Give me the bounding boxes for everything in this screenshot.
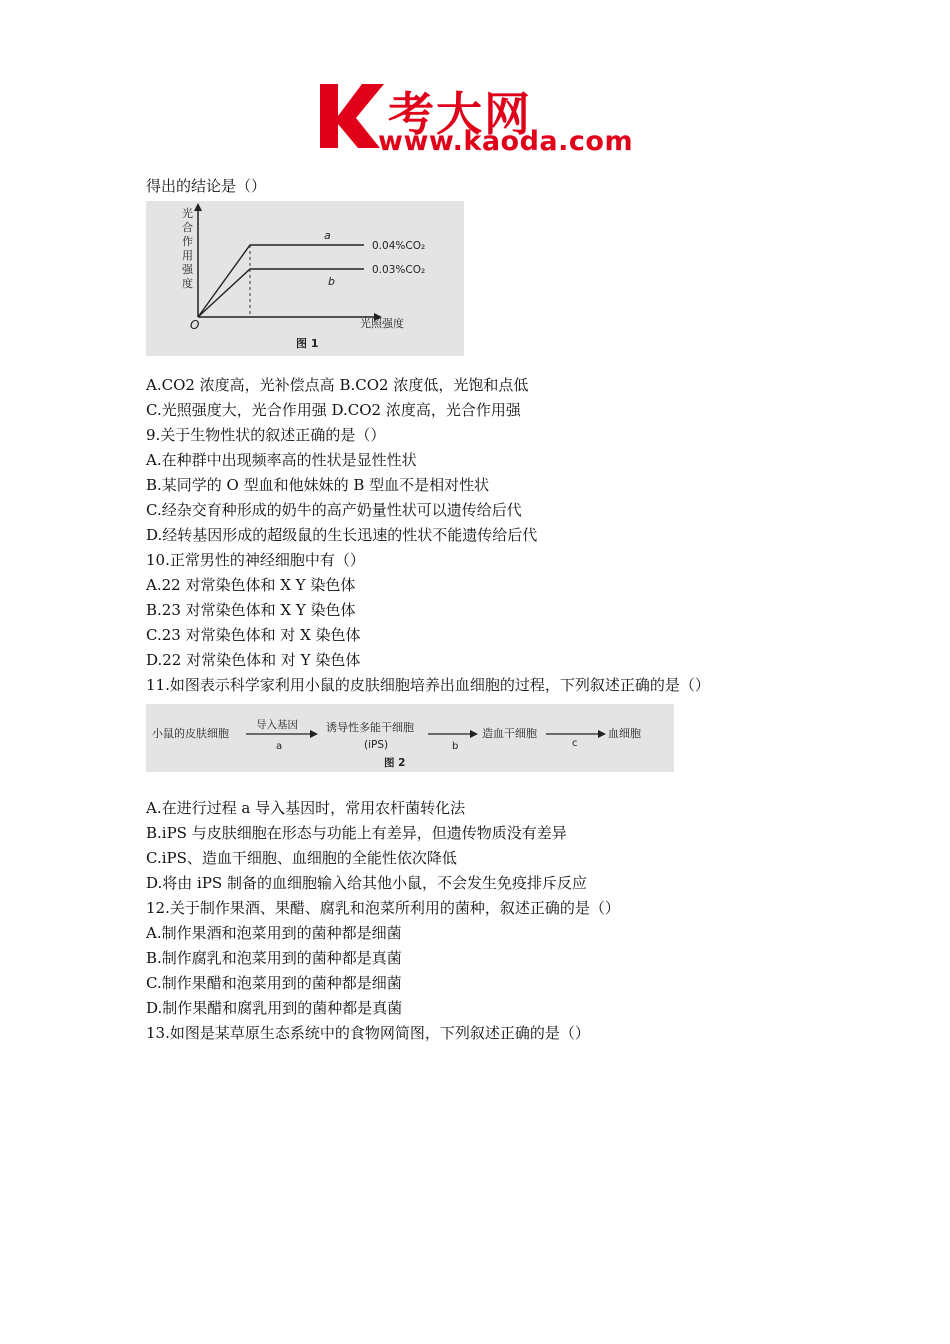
node-skin-cell: 小鼠的皮肤细胞 bbox=[152, 727, 229, 740]
figure-2-diagram bbox=[146, 704, 674, 772]
figure-1-chart bbox=[146, 201, 464, 356]
y-label-2: 合 bbox=[182, 221, 193, 234]
q9-option-c: C.经杂交育种形成的奶牛的高产奶量性状可以遗传给后代 bbox=[146, 501, 522, 519]
q11-option-b: B.iPS 与皮肤细胞在形态与功能上有差异，但遗传物质没有差异 bbox=[146, 824, 567, 842]
y-label-1: 光 bbox=[182, 207, 193, 220]
q10-option-a: A.22 对常染色体和 X Y 染色体 bbox=[146, 576, 356, 594]
q8-option-cd: C.光照强度大，光合作用强 D.CO2 浓度高，光合作用强 bbox=[146, 401, 521, 419]
q11-option-a: A.在进行过程 a 导入基因时，常用农杆菌转化法 bbox=[146, 799, 466, 817]
q11-option-c: C.iPS、造血干细胞、血细胞的全能性依次降低 bbox=[146, 849, 457, 867]
q9-option-a: A.在种群中出现频率高的性状是显性性状 bbox=[146, 451, 417, 469]
q10-option-c: C.23 对常染色体和 对 X 染色体 bbox=[146, 626, 361, 644]
arrow-b-bottom-label: b bbox=[452, 741, 459, 752]
kaoda-logo bbox=[318, 80, 638, 160]
series-a-legend: 0.04%CO₂ bbox=[372, 240, 426, 252]
q12-option-c: C.制作果醋和泡菜用到的菌种都是细菌 bbox=[146, 974, 402, 992]
q11-option-d: D.将由 iPS 制备的血细胞输入给其他小鼠，不会发生免疫排斥反应 bbox=[146, 874, 587, 892]
figure-2-caption: 图 2 bbox=[384, 757, 406, 769]
q13-stem: 13.如图是某草原生态系统中的食物网简图，下列叙述正确的是（） bbox=[146, 1024, 590, 1042]
q9-option-b: B.某同学的 O 型血和他妹妹的 B 型血不是相对性状 bbox=[146, 476, 490, 494]
arrow-a-bottom-label: a bbox=[276, 741, 283, 752]
arrow-c-head-icon bbox=[598, 730, 606, 738]
series-b-line bbox=[198, 269, 364, 317]
series-b-legend: 0.03%CO₂ bbox=[372, 264, 426, 276]
series-a-label: a bbox=[324, 229, 331, 242]
figure-1 bbox=[146, 201, 464, 356]
arrow-b-head-icon bbox=[470, 730, 478, 738]
q8-option-ab: A.CO2 浓度高，光补偿点高 B.CO2 浓度低，光饱和点低 bbox=[146, 376, 529, 394]
q12-stem: 12.关于制作果酒、果醋、腐乳和泡菜所利用的菌种，叙述正确的是（） bbox=[146, 899, 620, 917]
q12-option-d: D.制作果醋和腐乳用到的菌种都是真菌 bbox=[146, 999, 403, 1017]
q11-stem: 11.如图表示科学家利用小鼠的皮肤细胞培养出血细胞的过程，下列叙述正确的是（） bbox=[146, 676, 710, 694]
arrow-c-bottom-label: c bbox=[572, 738, 578, 749]
brand-url: www.kaoda.com bbox=[378, 126, 634, 157]
q10-stem: 10.正常男性的神经细胞中有（） bbox=[146, 551, 365, 569]
q12-option-b: B.制作腐乳和泡菜用到的菌种都是真菌 bbox=[146, 949, 402, 967]
arrow-a-head-icon bbox=[310, 730, 318, 738]
y-label-6: 度 bbox=[182, 277, 193, 290]
origin-label: O bbox=[190, 318, 200, 332]
x-axis-label: 光照强度 bbox=[360, 317, 404, 330]
q8-stem-tail: 得出的结论是（） bbox=[146, 177, 267, 195]
q10-option-d: D.22 对常染色体和 对 Y 染色体 bbox=[146, 651, 361, 669]
q9-option-d: D.经转基因形成的超级鼠的生长迅速的性状不能遗传给后代 bbox=[146, 526, 538, 544]
brand-name: 考大网 bbox=[388, 87, 532, 141]
y-label-3: 作 bbox=[182, 235, 193, 248]
node-blood-cell: 血细胞 bbox=[608, 727, 641, 740]
arrow-a-top-label: 导入基因 bbox=[256, 719, 298, 731]
node-hsc: 造血干细胞 bbox=[482, 727, 537, 740]
q10-option-b: B.23 对常染色体和 X Y 染色体 bbox=[146, 601, 356, 619]
y-axis-arrow-icon bbox=[194, 203, 202, 211]
y-label-5: 强 bbox=[182, 263, 193, 276]
figure-2 bbox=[146, 704, 674, 772]
node-ips-sub: (iPS) bbox=[364, 739, 389, 751]
y-label-4: 用 bbox=[182, 249, 193, 262]
series-a-line bbox=[198, 245, 364, 317]
node-ips: 诱导性多能干细胞 bbox=[326, 721, 414, 734]
q9-stem: 9.关于生物性状的叙述正确的是（） bbox=[146, 426, 386, 444]
figure-1-caption: 图 1 bbox=[296, 337, 319, 350]
q12-option-a: A.制作果酒和泡菜用到的菌种都是细菌 bbox=[146, 924, 402, 942]
series-b-label: b bbox=[328, 275, 335, 288]
